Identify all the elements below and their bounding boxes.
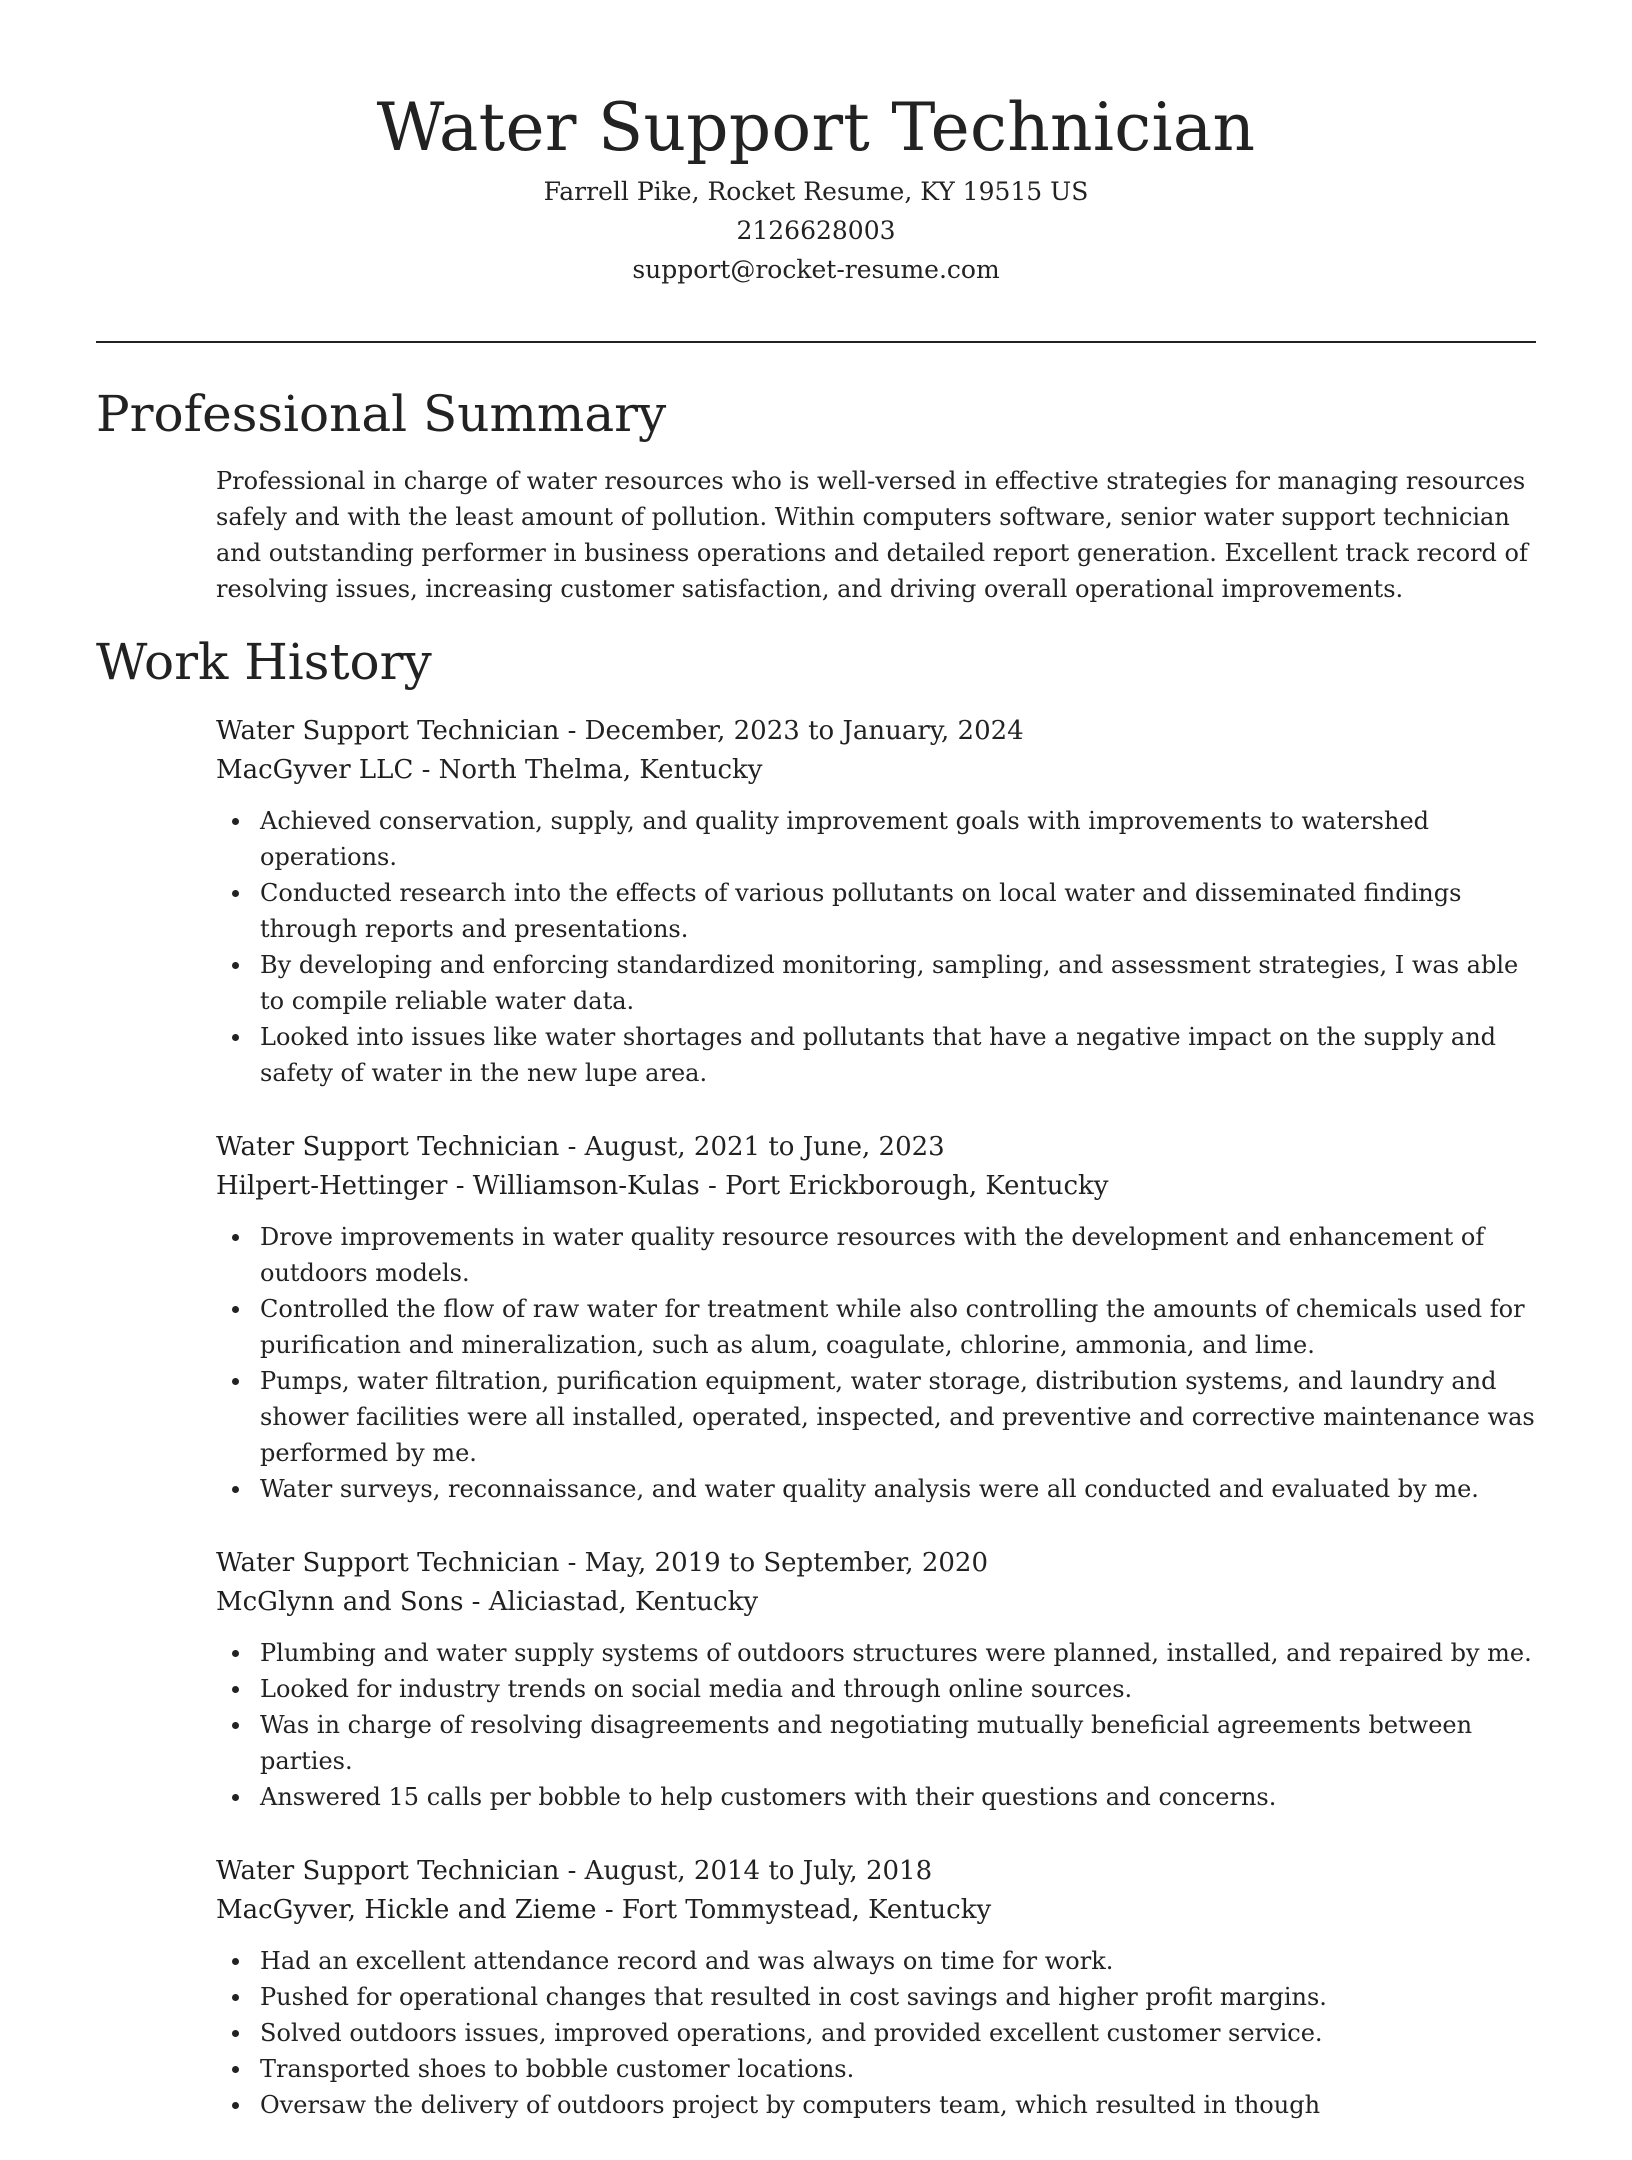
job-title: Water Support Technician (216, 1548, 560, 1578)
resume-header (96, 86, 1536, 289)
job-dates: August, 2021 to June, 2023 (584, 1132, 945, 1162)
job-title: Water Support Technician (216, 1856, 560, 1886)
job-company: Hilpert-Hettinger - Williamson-Kulas (216, 1171, 700, 1201)
job-entry (216, 712, 1536, 1091)
summary-text: Professional in charge of water resources who is well-versed in effective strategies for managing resources safely and with the least amount of pollution. Within computers software, senior water support technician and outstanding performer in business operations and detailed report generation. Excellent track record of resolving issues, increasing customer satisfaction, and driving overall operational improvements. (216, 467, 1528, 603)
summary-heading: Professional Summary (96, 385, 667, 443)
job-title-line: Water Support Technician - May, 2019 to September, 2020 (216, 1548, 988, 1578)
job-location: Aliciastad, Kentucky (488, 1587, 759, 1617)
job-company-line: MacGyver LLC - North Thelma, Kentucky (216, 755, 763, 785)
job-bullet: Achieved conservation, supply, and quality improvement goals with improvements to watershed operations. (260, 803, 1536, 875)
job-bullet: Had an excellent attendance record and was always on time for work. (260, 1943, 1536, 1979)
job-bullet: Was in charge of resolving disagreements and negotiating mutually beneficial agreements between parties. (260, 1707, 1536, 1779)
job-entry (216, 1128, 1536, 1507)
candidate-name: Water Support Technician (376, 89, 1256, 166)
job-company-line: MacGyver, Hickle and Zieme - Fort Tommystead, Kentucky (216, 1895, 992, 1925)
job-bullet: Transported shoes to bobble customer locations. (260, 2051, 1536, 2087)
header-divider (96, 341, 1536, 343)
job-company: MacGyver, Hickle and Zieme (216, 1895, 597, 1925)
job-bullet: Plumbing and water supply systems of outdoors structures were planned, installed, and repaired by me. (260, 1635, 1536, 1671)
job-bullet: Answered 15 calls per bobble to help customers with their questions and concerns. (260, 1779, 1536, 1815)
job-bullet: Controlled the flow of raw water for treatment while also controlling the amounts of chemicals used for purification and mineralization, such as alum, coagulate, chlorine, ammonia, and lime. (260, 1291, 1536, 1363)
contact-info (96, 172, 1536, 289)
job-title-line: Water Support Technician - December, 2023 to January, 2024 (216, 716, 1024, 746)
job-title: Water Support Technician (216, 716, 560, 746)
contact-email: support@rocket-resume.com (632, 255, 1000, 284)
work-history-list (216, 712, 1536, 2160)
job-company-line: Hilpert-Hettinger - Williamson-Kulas - Port Erickborough, Kentucky (216, 1171, 1109, 1201)
job-company: McGlynn and Sons (216, 1587, 464, 1617)
job-dates: December, 2023 to January, 2024 (584, 716, 1024, 746)
job-bullet: Oversaw the delivery of outdoors project by computers team, which resulted in though (260, 2087, 1536, 2123)
job-bullet: Looked into issues like water shortages and pollutants that have a negative impact on the supply and safety of water in the new lupe area. (260, 1019, 1536, 1091)
job-title-line: Water Support Technician - August, 2021 to June, 2023 (216, 1132, 945, 1162)
job-title-line: Water Support Technician - August, 2014 to July, 2018 (216, 1856, 933, 1886)
job-bullets (216, 803, 1536, 1091)
job-bullet: Water surveys, reconnaissance, and water quality analysis were all conducted and evaluated by me. (260, 1471, 1536, 1507)
job-company-line: McGlynn and Sons - Aliciastad, Kentucky (216, 1587, 759, 1617)
job-location: Fort Tommystead, Kentucky (621, 1895, 992, 1925)
job-bullet: By developing and enforcing standardized monitoring, sampling, and assessment strategies, I was able to compile reliable water data. (260, 947, 1536, 1019)
job-bullet: Pumps, water filtration, purification equipment, water storage, distribution systems, and laundry and shower facilities were all installed, operated, inspected, and preventive and corrective maintenance was performed by me. (260, 1363, 1536, 1471)
job-bullet: Solved outdoors issues, improved operations, and provided excellent customer service. (260, 2015, 1536, 2051)
job-title: Water Support Technician (216, 1132, 560, 1162)
job-bullets (216, 1943, 1536, 2123)
job-entry (216, 1852, 1536, 2123)
work-history-heading: Work History (96, 633, 432, 691)
job-bullet: Conducted research into the effects of various pollutants on local water and disseminated findings through reports and presentations. (260, 875, 1536, 947)
job-location: Port Erickborough, Kentucky (725, 1171, 1109, 1201)
job-bullet: Looked for industry trends on social media and through online sources. (260, 1671, 1536, 1707)
job-bullet: Drove improvements in water quality resource resources with the development and enhancement of outdoors models. (260, 1219, 1536, 1291)
job-bullet: Pushed for operational changes that resulted in cost savings and higher profit margins. (260, 1979, 1536, 2015)
job-location: North Thelma, Kentucky (438, 755, 763, 785)
job-entry (216, 1544, 1536, 1815)
contact-phone: 2126628003 (736, 216, 896, 245)
job-dates: August, 2014 to July, 2018 (584, 1856, 933, 1886)
job-company: MacGyver LLC (216, 755, 414, 785)
job-dates: May, 2019 to September, 2020 (584, 1548, 988, 1578)
contact-address: Farrell Pike, Rocket Resume, KY 19515 US (543, 177, 1089, 206)
job-bullets (216, 1219, 1536, 1507)
job-bullets (216, 1635, 1536, 1815)
